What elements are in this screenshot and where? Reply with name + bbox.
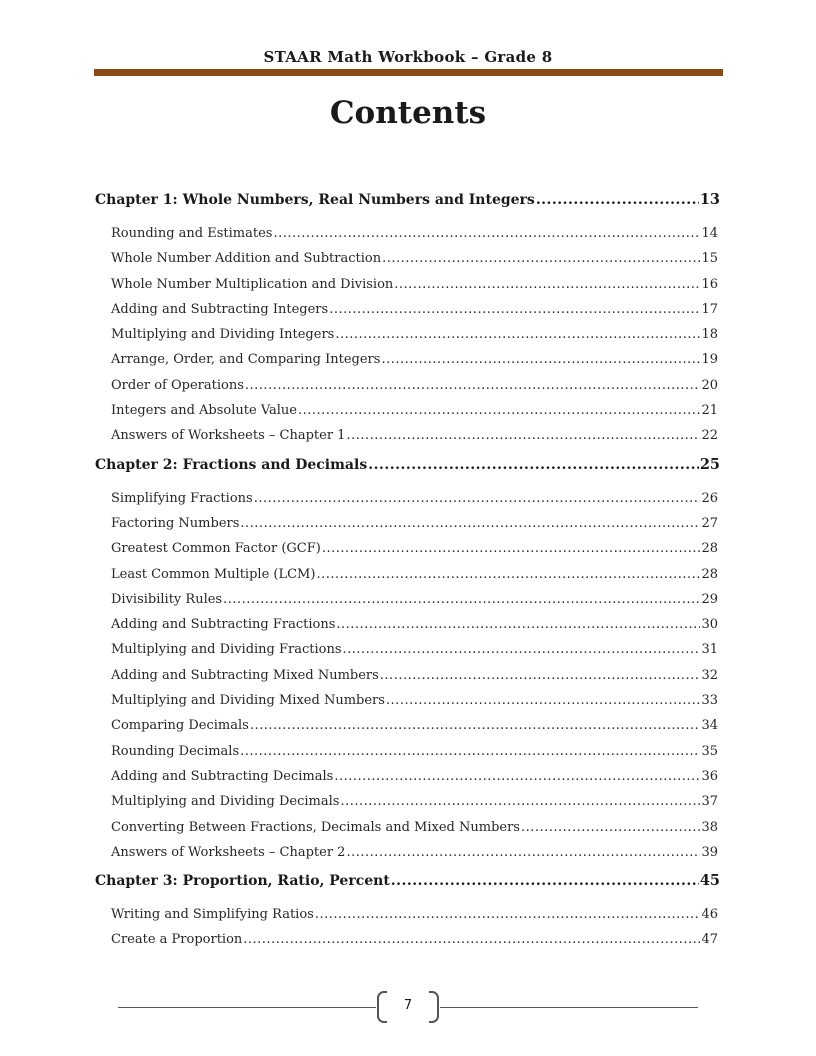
toc-entry[interactable] bbox=[95, 511, 720, 536]
toc-entry[interactable] bbox=[95, 587, 720, 612]
entry-page-number: 37 bbox=[701, 794, 718, 810]
entry-title: Adding and Subtracting Integers bbox=[111, 301, 329, 317]
entry-title: Adding and Subtracting Mixed Numbers bbox=[111, 667, 379, 683]
entry-title: Divisibility Rules bbox=[111, 591, 223, 607]
entry-page-number: 38 bbox=[701, 819, 718, 835]
chapter-title: Chapter 2: Fractions and Decimals bbox=[95, 456, 368, 473]
entry-page-number: 29 bbox=[701, 591, 718, 607]
entry-title: Writing and Simplifying Ratios bbox=[111, 907, 314, 923]
entry-page-number: 28 bbox=[701, 566, 718, 582]
dot-leader bbox=[335, 322, 700, 347]
chapter-page-number: 45 bbox=[699, 872, 720, 890]
entry-page-number: 26 bbox=[701, 490, 718, 506]
entry-page-number: 28 bbox=[701, 541, 718, 557]
dot-leader bbox=[381, 347, 700, 372]
dot-leader bbox=[340, 789, 700, 814]
entry-title: Arrange, Order, and Comparing Integers bbox=[111, 352, 381, 368]
entry-page-number: 16 bbox=[701, 276, 718, 292]
entry-title: Create a Proportion bbox=[111, 932, 243, 948]
entry-title: Answers of Worksheets – Chapter 2 bbox=[111, 844, 346, 860]
entry-page-number: 21 bbox=[701, 403, 718, 419]
chapter-page-number: 25 bbox=[699, 455, 720, 473]
entry-page-number: 32 bbox=[701, 667, 718, 683]
entry-page-number: 31 bbox=[701, 642, 718, 658]
entry-page-number: 15 bbox=[701, 251, 718, 267]
entry-title: Integers and Absolute Value bbox=[111, 403, 297, 419]
entry-title: Whole Number Multiplication and Division bbox=[111, 276, 394, 292]
dot-leader bbox=[346, 840, 700, 865]
entry-title: Multiplying and Dividing Decimals bbox=[111, 794, 340, 810]
entry-page-number: 35 bbox=[701, 743, 718, 759]
toc-entry[interactable] bbox=[95, 713, 720, 738]
dot-leader bbox=[329, 297, 700, 322]
dot-leader bbox=[240, 739, 700, 764]
toc-chapter-1[interactable] bbox=[95, 186, 720, 213]
dot-leader bbox=[334, 764, 700, 789]
toc-entry[interactable] bbox=[95, 347, 720, 372]
toc-entry[interactable] bbox=[95, 637, 720, 662]
entry-page-number: 20 bbox=[701, 377, 718, 393]
entry-page-number: 22 bbox=[701, 428, 718, 444]
dot-leader bbox=[336, 612, 700, 637]
dot-leader bbox=[521, 815, 700, 840]
chapter-spacer bbox=[95, 953, 720, 955]
toc-entry[interactable] bbox=[95, 221, 720, 246]
dot-leader bbox=[386, 688, 701, 713]
dot-leader bbox=[223, 587, 700, 612]
dot-leader bbox=[368, 452, 699, 479]
toc-entry[interactable] bbox=[95, 246, 720, 271]
entry-title: Order of Operations bbox=[111, 377, 244, 393]
toc-entry[interactable] bbox=[95, 398, 720, 423]
chapter-title: Chapter 1: Whole Numbers, Real Numbers and Integers bbox=[95, 192, 535, 208]
dot-leader bbox=[322, 536, 701, 561]
toc-entry[interactable] bbox=[95, 536, 720, 561]
page-number: 7 bbox=[403, 998, 413, 1013]
entry-page-number: 36 bbox=[701, 768, 718, 784]
toc-entry[interactable] bbox=[95, 486, 720, 511]
entry-title: Multiplying and Dividing Integers bbox=[111, 327, 335, 343]
chapter-page-number: 13 bbox=[699, 191, 720, 208]
entry-title: Factoring Numbers bbox=[111, 515, 240, 531]
dot-leader bbox=[243, 927, 700, 952]
entry-page-number: 39 bbox=[701, 844, 718, 860]
footer-rule-right bbox=[440, 1007, 698, 1008]
dot-leader bbox=[343, 637, 701, 662]
entry-title: Least Common Multiple (LCM) bbox=[111, 566, 316, 582]
dot-leader bbox=[394, 272, 700, 297]
dot-leader bbox=[273, 221, 700, 246]
toc-entry[interactable] bbox=[95, 562, 720, 587]
dot-leader bbox=[315, 902, 701, 927]
toc-entry[interactable] bbox=[95, 663, 720, 688]
toc-entry[interactable] bbox=[95, 297, 720, 322]
entry-page-number: 27 bbox=[701, 515, 718, 531]
entry-title: Answers of Worksheets – Chapter 1 bbox=[111, 428, 346, 444]
toc-entry[interactable] bbox=[95, 423, 720, 448]
entry-page-number: 33 bbox=[701, 693, 718, 709]
toc-entry[interactable] bbox=[95, 840, 720, 865]
entry-title: Whole Number Addition and Subtraction bbox=[111, 251, 382, 267]
dot-leader bbox=[391, 868, 699, 895]
entry-page-number: 46 bbox=[701, 907, 718, 923]
entry-title: Greatest Common Factor (GCF) bbox=[111, 541, 321, 557]
toc-entry[interactable] bbox=[95, 373, 720, 398]
entry-page-number: 47 bbox=[701, 932, 718, 948]
entry-title: Adding and Subtracting Decimals bbox=[111, 768, 334, 784]
entry-title: Rounding Decimals bbox=[111, 743, 240, 759]
running-header: STAAR Math Workbook – Grade 8 bbox=[263, 48, 553, 66]
entry-page-number: 30 bbox=[701, 617, 718, 633]
toc-entry[interactable] bbox=[95, 322, 720, 347]
dot-leader bbox=[250, 713, 701, 738]
dot-leader bbox=[380, 663, 701, 688]
entry-title: Simplifying Fractions bbox=[111, 490, 253, 506]
toc-chapter-3[interactable] bbox=[95, 867, 720, 894]
dot-leader bbox=[298, 398, 700, 423]
entry-title: Comparing Decimals bbox=[111, 718, 249, 734]
dot-leader bbox=[254, 486, 701, 511]
dot-leader bbox=[316, 562, 700, 587]
toc-entry[interactable] bbox=[95, 927, 720, 952]
entry-page-number: 19 bbox=[701, 352, 718, 368]
toc-entry[interactable] bbox=[95, 739, 720, 764]
entry-title: Adding and Subtracting Fractions bbox=[111, 617, 336, 633]
toc-entry[interactable] bbox=[95, 272, 720, 297]
right-brace-ornament bbox=[429, 991, 439, 1023]
dot-leader bbox=[536, 187, 699, 214]
toc-entry[interactable] bbox=[95, 764, 720, 789]
header-rule bbox=[94, 69, 723, 76]
entry-page-number: 18 bbox=[701, 327, 718, 343]
footer-rule-left bbox=[118, 1007, 376, 1008]
entry-page-number: 17 bbox=[701, 301, 718, 317]
entry-title: Converting Between Fractions, Decimals and Mixed Numbers bbox=[111, 819, 520, 835]
toc-entry[interactable] bbox=[95, 688, 720, 713]
chapter-title: Chapter 3: Proportion, Ratio, Percent bbox=[95, 873, 390, 890]
toc-entry[interactable] bbox=[95, 789, 720, 814]
entry-title: Multiplying and Dividing Mixed Numbers bbox=[111, 693, 385, 709]
left-brace-ornament bbox=[377, 991, 387, 1023]
entry-page-number: 34 bbox=[701, 718, 718, 734]
table-of-contents bbox=[95, 186, 720, 955]
entry-page-number: 14 bbox=[701, 226, 718, 241]
page-title: Contents bbox=[329, 95, 487, 131]
toc-chapter-2[interactable] bbox=[95, 451, 720, 478]
dot-leader bbox=[240, 511, 700, 536]
entry-title: Rounding and Estimates bbox=[111, 226, 273, 241]
toc-entry[interactable] bbox=[95, 815, 720, 840]
dot-leader bbox=[346, 423, 700, 448]
dot-leader bbox=[382, 246, 700, 271]
toc-entry[interactable] bbox=[95, 902, 720, 927]
toc-entry[interactable] bbox=[95, 612, 720, 637]
dot-leader bbox=[245, 373, 701, 398]
entry-title: Multiplying and Dividing Fractions bbox=[111, 642, 342, 658]
